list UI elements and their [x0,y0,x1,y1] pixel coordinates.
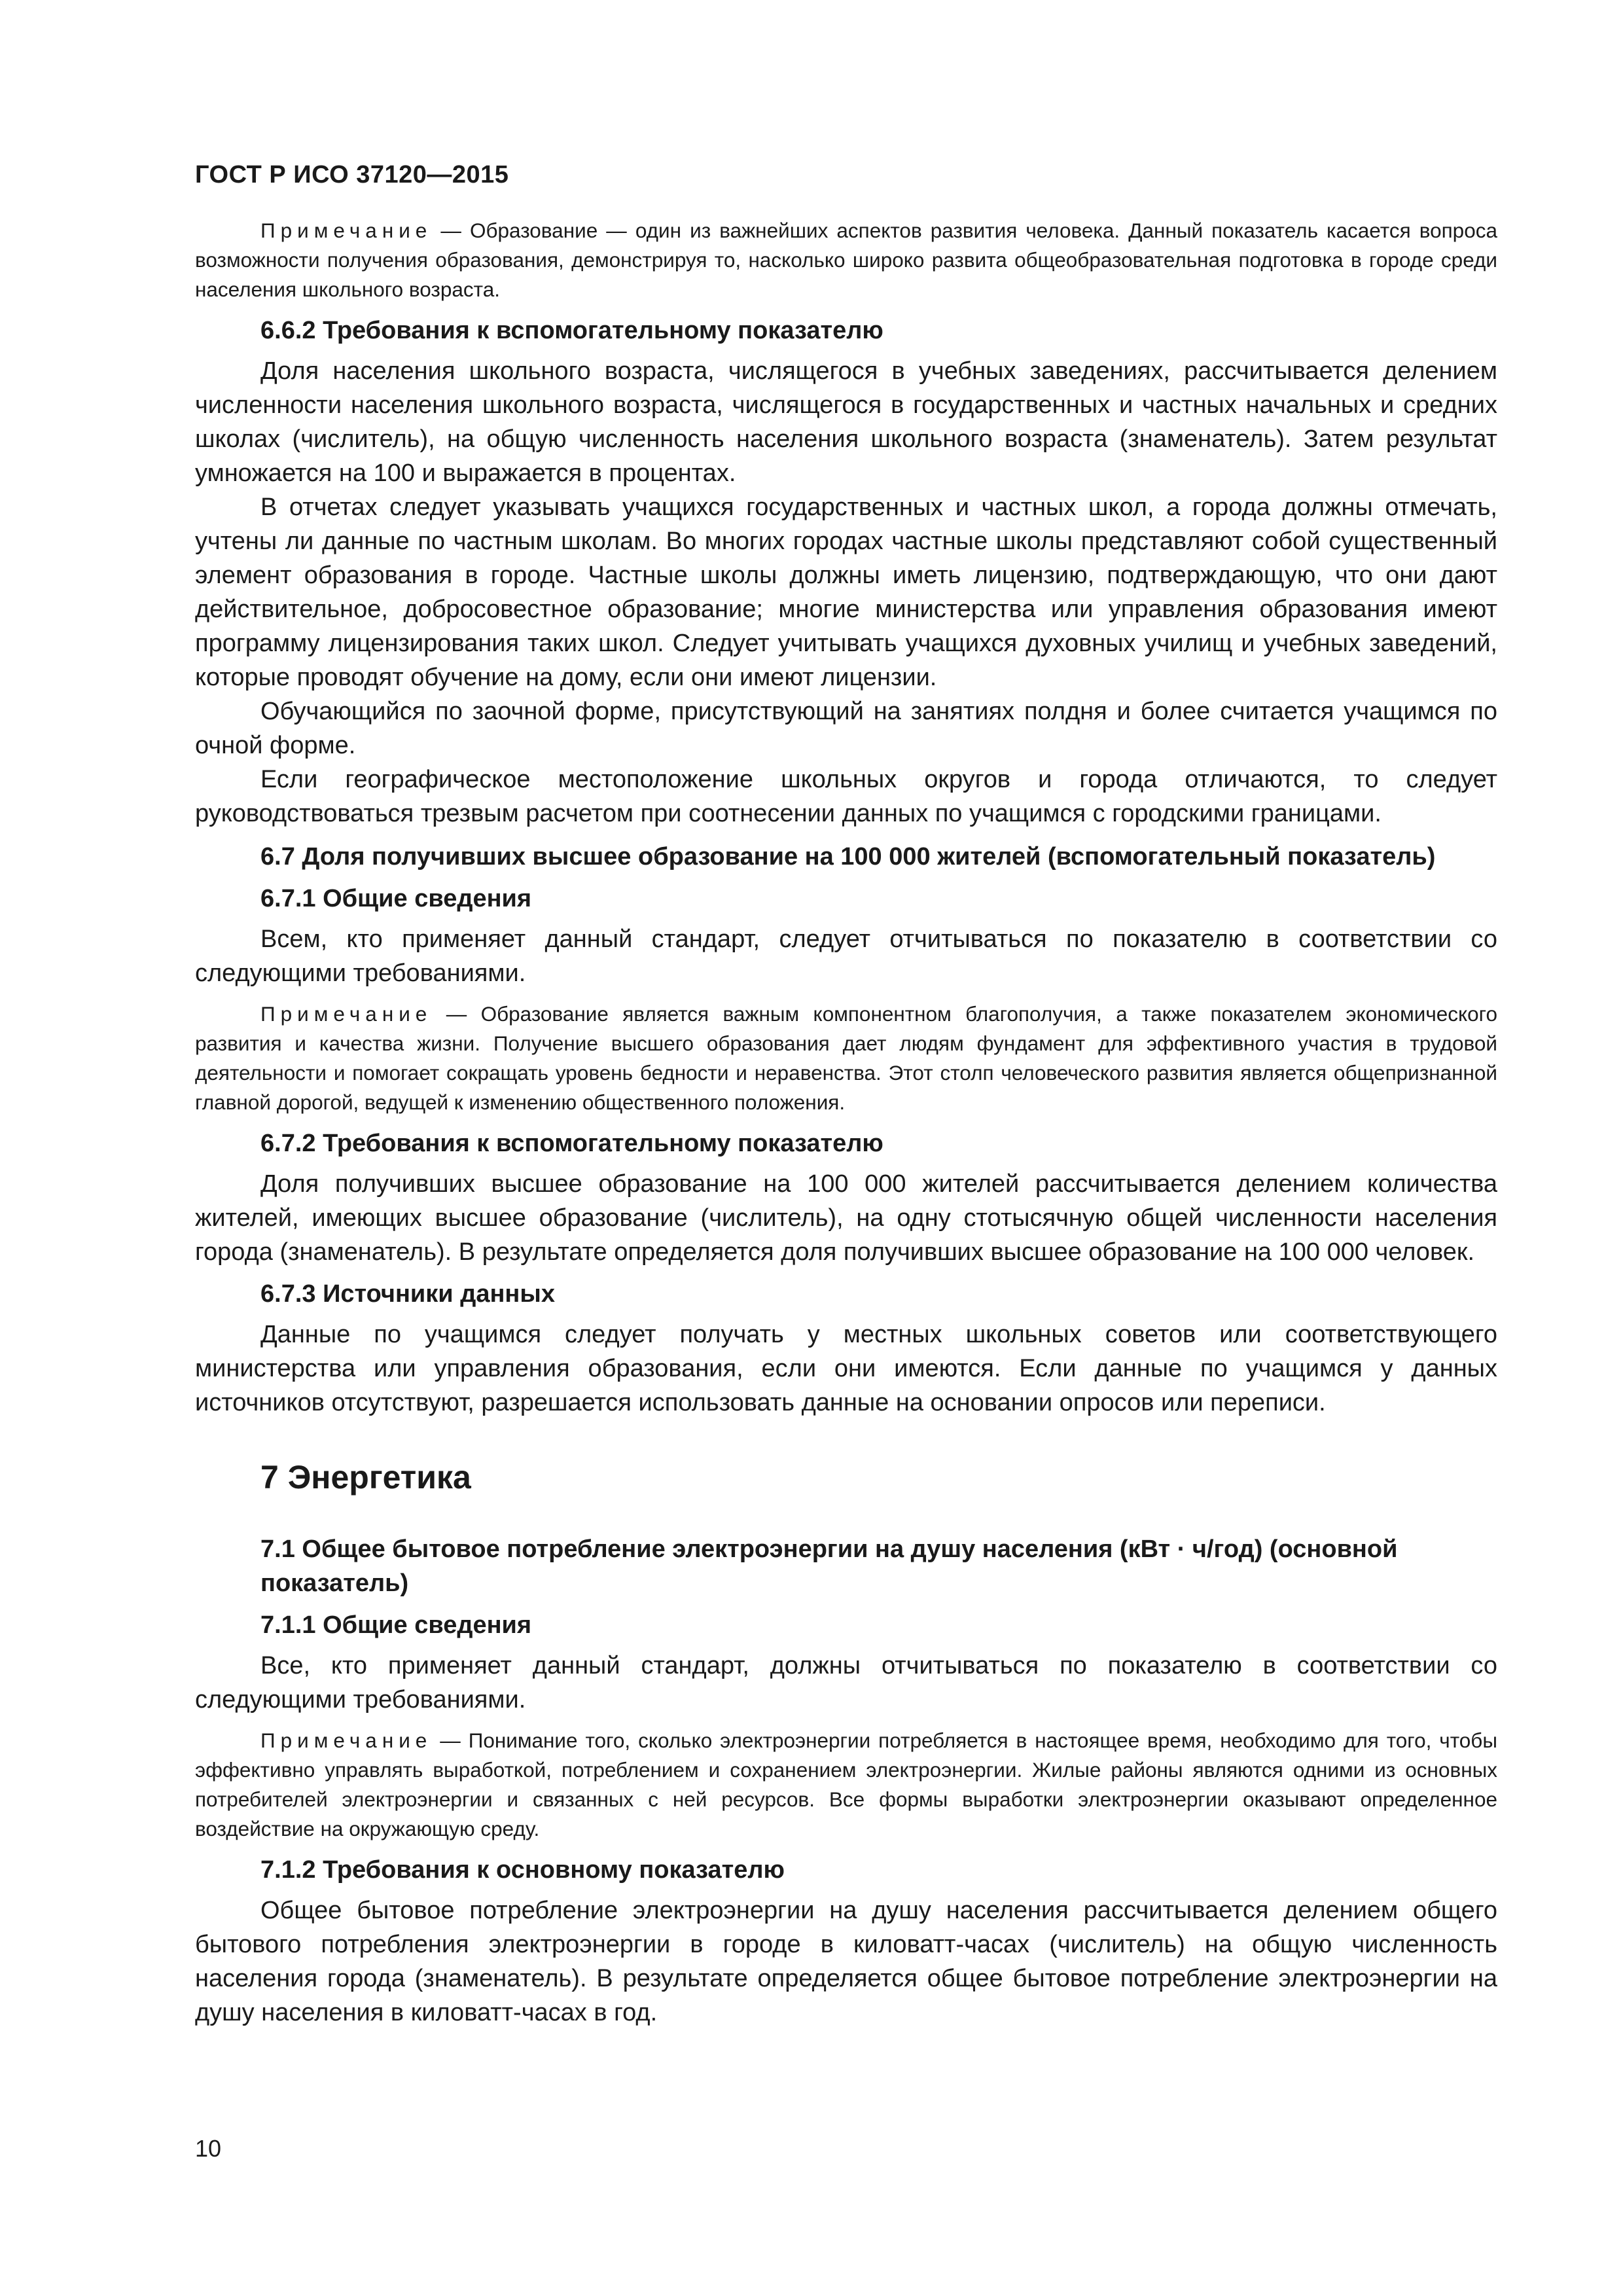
section-heading-6-7-1: 6.7.1 Общие сведения [260,885,532,912]
note-label: Примечание [260,1729,433,1752]
section-heading-6-7: 6.7 Доля получивших высшее образование на 100 000 жителей (вспомогательный показатель) [260,843,1436,870]
document-body [195,216,1497,2030]
section-heading-6-7-2: 6.7.2 Требования к вспомогательному показателю [260,1130,883,1157]
paragraph: В отчетах следует указывать учащихся государственных и частных школ, а города должны отмечать, учтены ли данные по частным школам. Во многих городах частные школы представляют собой существенный элемент образования в городе. Частные школы должны иметь лицензию, подтверждающую, что они дают действительное, добросовестное образование; многие министерства или управления образования имеют программу лицензирования таких школ. Следует учитывать учащихся духовных училищ и учебных заведений, которые проводят обучение на дому, если они имеют лицензии. [195,493,1497,691]
section-heading-7-1-1: 7.1.1 Общие сведения [260,1611,532,1639]
paragraph: Доля получивших высшее образование на 100 000 жителей рассчитывается делением количества жителей, имеющих высшее образование (числитель), на одну стотысячную общей численности населения города (знаменатель). В результате определяется доля получивших высшее образование на 100 000 человек. [195,1170,1497,1266]
paragraph: Обучающийся по заочной форме, присутствующий на занятиях полдня и более считается учащимся по очной форме. [195,698,1497,759]
note [195,1726,1497,1844]
note-label: Примечание [260,1002,433,1026]
section-heading-6-6-2: 6.6.2 Требования к вспомогательному показателю [260,317,883,344]
page-number: 10 [195,2135,222,2162]
note [195,216,1497,304]
section-heading-7-1-2: 7.1.2 Требования к основному показателю [260,1856,785,1884]
document-header: ГОСТ Р ИСО 37120—2015 [195,161,509,188]
note-text: — Понимание того, сколько электроэнергии потребляется в настоящее время, необходимо для того, чтобы эффективно управлять выработкой, потреблением и сохранением электроэнергии. Жилые районы являются одними из основных потребителей электроэнергии и связанных с ней ресурсов. Все формы выработки электроэнергии оказывают определенное воздействие на окружающую среду. [195,1729,1497,1840]
chapter-heading-7: 7 Энергетика [260,1459,471,1496]
note-text: — Образование является важным компонентном благополучия, а также показателем экономического развития и качества жизни. Получение высшего образования дает людям фундамент для эффективного участия в трудовой деятельности и помогает сокращать уровень бедности и неравенства. Этот столп человеческого развития является общепризнанной главной дорогой, ведущей к изменению общественного положения. [195,1002,1497,1114]
note-label: Примечание [260,219,433,242]
section-heading-7-1: 7.1 Общее бытовое потребление электроэнергии на душу населения (кВт · ч/год) (основной показатель) [260,1535,1398,1597]
paragraph: Общее бытовое потребление электроэнергии на душу населения рассчитывается делением общего бытового потребления электроэнергии в городе в киловатт-часах (числитель) на общую численность населения города (знаменатель). В результате определяется общее бытовое потребление электроэнергии на душу населения в киловатт-часах в год. [195,1897,1497,2026]
paragraph: Если географическое местоположение школьных округов и города отличаются, то следует руководствоваться трезвым расчетом при соотнесении данных по учащимся с городскими границами. [195,766,1497,827]
note [195,999,1497,1117]
paragraph: Все, кто применяет данный стандарт, должны отчитываться по показателю в соответствии со следующими требованиями. [195,1652,1497,1713]
paragraph: Доля населения школьного возраста, числящегося в учебных заведениях, рассчитывается делением численности населения школьного возраста, числящегося в государственных и частных начальных и средних школах (числитель), на общую численность населения школьного возраста (знаменатель). Затем результат умножается на 100 и выражается в процентах. [195,357,1497,487]
paragraph: Всем, кто применяет данный стандарт, следует отчитываться по показателю в соответствии со следующими требованиями. [195,925,1497,987]
section-heading-6-7-3: 6.7.3 Источники данных [260,1280,555,1308]
paragraph: Данные по учащимся следует получать у местных школьных советов или соответствующего министерства или управления образования, если они имеются. Если данные по учащимся у данных источников отсутствуют, разрешается использовать данные на основании опросов или переписи. [195,1321,1497,1416]
note-text: — Образование — один из важнейших аспектов развития человека. Данный показатель касается вопроса возможности получения образования, демонстрируя то, насколько широко развита общеобразовательная подготовка в городе среди населения школьного возраста. [195,219,1497,301]
